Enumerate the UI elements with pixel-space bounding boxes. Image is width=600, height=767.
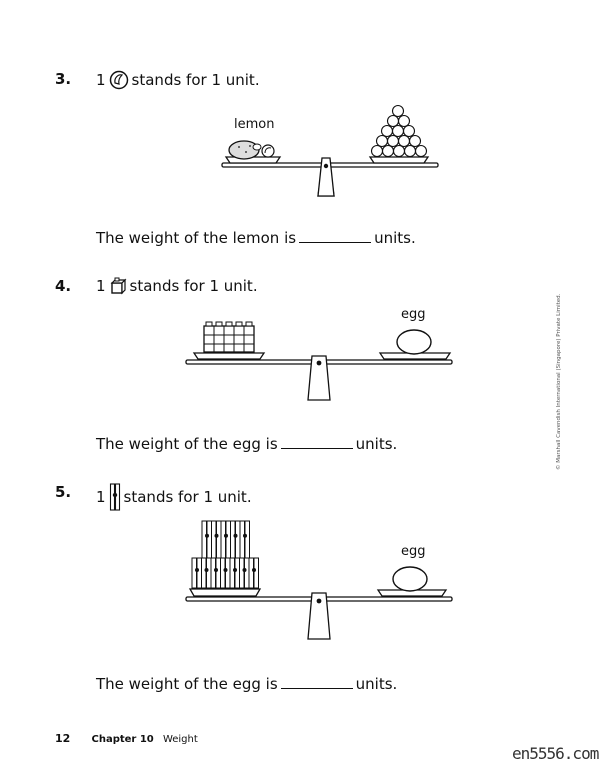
- balance-scale-3: [180, 518, 460, 642]
- watermark: en5556.com: [512, 744, 599, 763]
- unit-quantity: 1: [96, 488, 106, 506]
- clothes-peg-stack: [192, 521, 259, 588]
- answer-blank[interactable]: [281, 687, 353, 689]
- cube-icon: [109, 277, 127, 295]
- unit-statement-text: stands for 1 unit.: [123, 488, 252, 506]
- clothes-peg: [240, 521, 250, 558]
- chapter-label: Chapter 10: [91, 734, 154, 745]
- clothes-peg: [231, 521, 241, 558]
- question-3-unit-statement: [96, 70, 260, 90]
- balance-scale-2: [180, 318, 460, 404]
- clothes-peg-icon: [109, 483, 121, 511]
- lemon-label: lemon: [234, 117, 275, 132]
- egg-label: egg: [401, 544, 426, 559]
- question-3-prompt: [96, 229, 416, 247]
- lemon-image: [229, 141, 274, 159]
- marble-icon: [109, 70, 129, 90]
- question-5-number: 5.: [55, 483, 72, 501]
- clothes-peg: [212, 521, 222, 558]
- answer-blank[interactable]: [281, 447, 353, 449]
- clothes-peg: [221, 558, 231, 588]
- prompt-units: units.: [355, 435, 398, 453]
- question-5-unit-statement: [96, 483, 252, 511]
- clothes-peg: [192, 558, 202, 588]
- clothes-peg: [249, 558, 259, 588]
- page-number: 12: [55, 732, 71, 745]
- answer-blank[interactable]: [299, 241, 371, 243]
- prompt-units: units.: [355, 675, 398, 693]
- question-4-prompt: [96, 435, 397, 453]
- clothes-peg: [240, 558, 250, 588]
- prompt-text: The weight of the egg is: [96, 675, 278, 693]
- unit-quantity: 1: [96, 71, 106, 89]
- chapter-title: Weight: [162, 734, 198, 745]
- clothes-peg: [230, 558, 240, 588]
- marble-pyramid: [372, 106, 427, 157]
- unit-quantity: 1: [96, 277, 106, 295]
- clothes-peg: [202, 558, 212, 588]
- prompt-text: The weight of the lemon is: [96, 229, 297, 247]
- clothes-peg: [211, 558, 221, 588]
- cube-stack: [204, 322, 254, 352]
- prompt-units: units.: [374, 229, 416, 247]
- egg-image: [393, 567, 427, 591]
- egg-image: [397, 330, 431, 354]
- clothes-peg: [202, 521, 212, 558]
- page-footer: [55, 732, 198, 745]
- question-5-prompt: [96, 675, 397, 693]
- unit-statement-text: stands for 1 unit.: [129, 277, 258, 295]
- unit-statement-text: stands for 1 unit.: [131, 71, 260, 89]
- copyright-text: © Marshall Cavendish International (Singapore) Private Limited.: [556, 293, 562, 470]
- question-4-number: 4.: [55, 277, 72, 295]
- prompt-text: The weight of the egg is: [96, 435, 278, 453]
- question-3-number: 3.: [55, 70, 72, 88]
- question-4-unit-statement: [96, 277, 258, 295]
- balance-scale-1: [210, 100, 450, 200]
- egg-label: egg: [401, 307, 426, 322]
- clothes-peg: [221, 521, 231, 558]
